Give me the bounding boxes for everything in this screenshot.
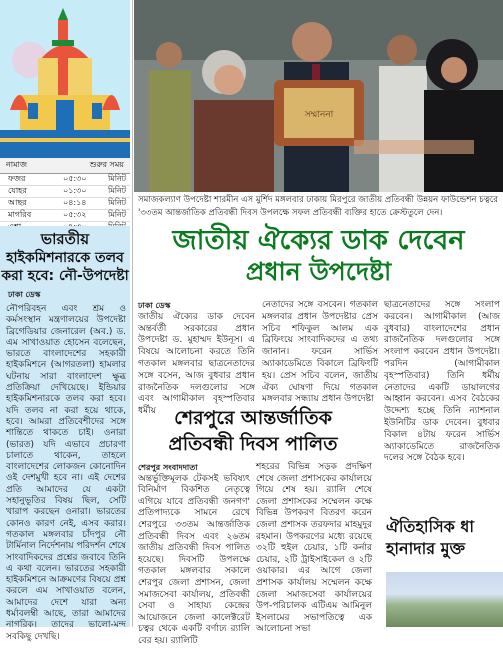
- prayer-time: ০৪:১৪: [63, 198, 87, 207]
- prayer-name: ফজর: [8, 174, 26, 183]
- prayer-unit: মিনিট: [108, 186, 127, 195]
- photo-caption: সমাজকল্যাণ উপদেষ্টা শারমীন এস মুর্শিদ মঙ্গলবার ঢাকায় মিরপুরে জাতীয় প্রতিবন্ধী উন্নয়ন ফাউন্ডেশন চত্বরে '৩৩তম আন্তর্জাতিক প্রতিবন্ধী দিবস উপলক্ষে সফল প্রতিবন্ধী ব্যক্তির হাতে ক্রেস্টতুলে দেন।: [138, 195, 498, 218]
- main-story-col-1-text: জাতীয় ঐক্যের ডাক দেবেন অন্তর্বর্তী সরকারের প্রধান উপদেষ্টা ড. মুহাম্মদ ইউনূস। এ বিষয়ে আলোচনা করতে তিনি গতকাল মঙ্গলবার ছাত্রনেতাদের সঙ্গে বসেন, আজ বুধবার প্রধান রাজনৈতিক দলগুলোর সঙ্গে এবং আগামীকাল বৃহস্পতিবার ধর্মীয়: [138, 311, 255, 417]
- mosque-icon: [0, 0, 130, 158]
- prayer-header-time: শুরুর সময়: [89, 160, 124, 169]
- main-story-col-3: ছাত্রনেতাদের সঙ্গে সংলাপ করবেন। আগামীকাল (আজ বুধবার) বাংলাদেশের প্রধান রাজনৈতিক দলগুলোর সঙ্গে সংলাপ করবেন প্রধান উপদেষ্টা। পরদিন (আগামীকাল বৃহস্পতিবার) তিনি ধর্মীয় নেতাদের একটি ডায়ালগের আহ্বান করবেন। এসব বৈঠকের উদ্দেশ্য হচ্ছে তিনি ন্যাশনাল ইউনিটির ডাক দেবেন। বুধবার বিকাল ৪টায় ফরেন সার্ভিস অ্যাকাডেমিতে রাজনৈতিক দলের সঙ্গে বৈঠক হবে।: [384, 300, 500, 464]
- plaque-text: সম্মাননা: [304, 110, 334, 120]
- news-photo: [134, 0, 503, 192]
- main-headline: [134, 225, 503, 285]
- prayer-time: ০১:৩০: [63, 186, 87, 195]
- left-story-headline-1: ভারতীয়: [40, 230, 90, 248]
- side-headline-line-1: ঐতিহাসিক ধা: [386, 517, 475, 536]
- prayer-times-table: [0, 158, 130, 234]
- sub-story-col-1: [138, 462, 250, 648]
- sub-headline-line-1: শেরপুরে আন্তর্জাতিক: [174, 407, 332, 429]
- main-story-col-1: [138, 300, 255, 418]
- prayer-time: ০৫:৩২: [63, 210, 87, 219]
- main-headline-line-1: জাতীয় ঐক্যের ডাক দেবেন: [172, 225, 465, 256]
- side-headline-line-2: হানাদার মুক্ত: [386, 539, 466, 558]
- main-story-col-2: নেতাদের সঙ্গে বসবেন। গতকাল মঙ্গলবার প্রধান উপদেষ্টার প্রেস সচিব শফিকুল আলম এক ব্রিফিংয়ে সাংবাদিকদের এ তথ্য জানান। ফরেন সার্ভিস অ্যাকাডেমিতে বিকালে ব্রিফিংটি হয়। প্রেস সচিব বলেন, জাতীয় ঐক্য ঘোষণা দিয়ে গতকাল মঙ্গলবার সন্ধ্যায় প্রধান উপদেষ্টা: [262, 300, 378, 405]
- sub-story-col-2: শহরের বিভিন্ন সড়ক প্রদক্ষিণ শেষে জেলা প্রশাসকের কার্যালয়ে গিয়ে শেষ হয়। র‍্যালি শেষে জেলা প্রশাসকের সম্মেলন কক্ষে বিভিন্ন উপকরণ বিতরণ করেন জেলা প্রশাসক তরফদার মাহমুদুর রহমান। উপকরণের মধ্যে রয়েছে ৩২টি হুইল চেয়ার, ১টি কর্নার চেয়ার, ২টি ট্রাইসাইকেল ও ২টি ওয়াকার। এর আগে জেলা প্রশাসক কার্যালয় সম্মেলন কক্ষে জেলা সমাজসেবা কার্যালয়ের উপ-পরিচালক এটিএম আমিনুল ইসলামের সভাপতিত্বে এক আলোচনা সভা: [256, 462, 372, 635]
- left-story-dateline: ঢাকা ডেস্ক: [8, 290, 41, 299]
- prayer-unit: মিনিট: [108, 198, 127, 207]
- column-divider: [132, 0, 133, 627]
- sub-headline-line-2: প্রতিবন্ধী দিবস পালিত: [168, 433, 338, 455]
- prayer-name: মাগরিব: [8, 210, 32, 219]
- prayer-header-name: নামাজ: [6, 160, 28, 169]
- side-story-headline: [386, 516, 503, 560]
- award-ceremony-photo: [134, 0, 503, 192]
- prayer-name: যোহর: [8, 186, 27, 195]
- side-story-photo: [386, 572, 503, 627]
- left-story-body: নৌপরিবহন এবং শ্রম ও কর্মসংস্থান মন্ত্রণালয়ের উপদেষ্টা ব্রিগেডিয়ার জেনারেল (অব.) ড. এম সাখাওয়াত হোসেন বলেছেন, ভারতে বাংলাদেশের সহকারী হাইকমিশনে (আগরতলা) হামলার ঘটনায় সারা বাংলাদেশ ক্ষুব্ধ প্রতিক্রিয়া দেখিয়েছে। ইন্ডিয়ার হাইকমিশনারকে তলব করা হবে। যদি তলব না করা হয়ে থাকে, হবে। আমরা প্রতিবেশীদের সঙ্গে শান্তিতে থাকতে চাই। ওনারা (ভারত) যদি এভাবে প্রচারণা চালাতে থাকেন, তাহলে বাংলাদেশের লোকজন কোনোদিন ওই দেশমুখী হবে না। এই দেশের প্রতি আমাদের যে একটা সহানুভূতির বিষয় ছিল, সেটি খারাপ করছেন ওনারা। ভারতের কোনও কারণ নেই, এসব করার। গতকাল মঙ্গলবার চাঁদপুর নৌ টার্মিনাল নির্দেশনায় পরিদর্শন শেষে সাংবাদিকদের প্রশ্নের জবাবে তিনি এ কথা বলেন। ভারতের সহকারী হাইকমিশনে আক্রমণের বিষয়ে প্রশ্ন করলে এম সাখাওয়াত বলেন, আমাদের দেশে যারা অন্য ধর্মাবলম্বী আছে, তারা আমাদের নাগরিক। তাদের ভালো-মন্দ সবকিছু দেখছি।: [6, 304, 126, 642]
- main-headline-line-2: প্রধান উপদেষ্টা: [245, 257, 392, 286]
- prayer-table-header: [0, 158, 130, 174]
- left-story-headline-3: করা হবে: নৌ-উপদেষ্টা: [1, 268, 129, 284]
- left-news-story: [0, 226, 130, 642]
- prayer-name: আছর: [8, 198, 27, 207]
- prayer-time: ০৫:৩০: [63, 174, 87, 183]
- main-story-dateline: ঢাকা ডেস্ক: [138, 301, 171, 310]
- left-story-headline-2: হাইকমিশনারকে তলব: [6, 250, 124, 266]
- prayer-unit: মিনিট: [108, 210, 127, 219]
- sub-story-dateline: শেরপুর সংবাদদাতা: [138, 463, 198, 472]
- sub-headline: [134, 405, 372, 457]
- sub-story-col-1-text: অন্তর্ভুক্তিমূলক টেকসই ভবিষ্যৎ বিনির্মাণ বিকশিত নেতৃত্বে এগিয়ে যাবে প্রতিবন্ধী জনগণ' প্রতিপাদ্যকে সামনে রেখে শেরপুরে ৩৩তম আন্তর্জাতিক প্রতিবন্ধী দিবস এবং ২৬তম জাতীয় প্রতিবন্ধী দিবস পালিত হয়েছে। দিবসটি উপলক্ষে গতকাল মঙ্গলবার সকালে শেরপুর জেলা প্রশাসন, জেলা সমাজসেবা কার্যালয়, প্রতিবন্ধী সেবা ও সাহায্য কেন্দ্রের আয়োজনে জেলা কালেক্টরেট চত্বর থেকে একটি বর্ণাঢ্য র‍্যালি বের হয়। র‍্যালিটি: [138, 473, 250, 646]
- prayer-unit: মিনিট: [108, 174, 127, 183]
- mosque-illustration: [0, 0, 130, 158]
